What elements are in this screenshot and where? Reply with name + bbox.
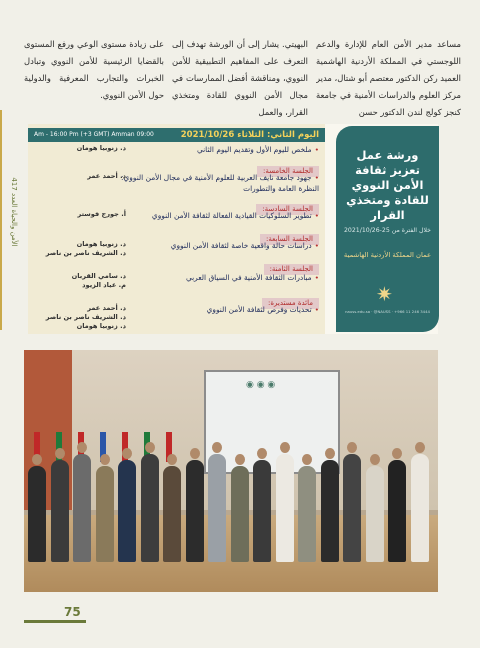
person-head: [212, 442, 222, 453]
session-label: [140, 256, 325, 273]
workshop-place: عمان المملكة الأردنية الهاشمية: [343, 251, 432, 259]
person-figure: [118, 460, 136, 562]
session-label: [140, 226, 325, 243]
group-photo: [24, 350, 438, 592]
person-head: [347, 442, 357, 453]
bullet-icon: •: [314, 211, 319, 220]
side-label: [4, 128, 18, 308]
program-item-speakers: د. زنوبيا هومان: [76, 144, 126, 152]
program-item-title: •دراسات حالة واقعية خاصة لثقافة الأمن النووي: [170, 241, 319, 250]
program-item: [28, 172, 325, 194]
person-figure: [276, 454, 294, 562]
bullet-icon: •: [314, 305, 319, 314]
person-figure: [321, 460, 339, 562]
session-title: الجلسة السابعة:: [260, 234, 319, 245]
workshop-title: ورشة عمل تعزيز ثقافة الأمن النووي للقادة ومتخذي القرار: [346, 148, 429, 222]
session-title: مائدة مستديرة:: [262, 298, 319, 309]
person-figure: [253, 460, 271, 562]
person-figure: [28, 466, 46, 562]
person-figure: [411, 454, 429, 562]
bullet-icon: •: [314, 145, 319, 154]
program-day: اليوم الثاني: الثلاثاء 2021/10/26: [180, 130, 319, 140]
person-figure: [96, 466, 114, 562]
person-figure: [366, 466, 384, 562]
person-head: [392, 448, 402, 459]
program-item-title: •مبادرات الثقافة الأمنية في السياق العربي: [185, 273, 319, 282]
program-time: 09:00 Am - 16:00 Pm (+3 GMT) Amman: [34, 131, 154, 138]
session-label: [140, 290, 325, 307]
person-head: [167, 454, 177, 465]
person-head: [55, 448, 65, 459]
person-figure: [298, 466, 316, 562]
page-footer: [24, 601, 86, 623]
person-figure: [388, 460, 406, 562]
article-column-middle: البهيتي. يشار إلى أن الورشة تهدف إلى التعرف على المفاهيم التطبيقية للأمن النووي، ومناقشة أفضل الممارسات في مجال الأمن النووي للقادة ومتخذي القرار، والعمل: [172, 39, 308, 117]
program-item-title: •تطوير السلوكيات القيادية الفعالة لثقافة الأمن النووي: [151, 211, 319, 220]
person-head: [145, 442, 155, 453]
program-item-speakers: د. أحمد عمر د. الشريف ناصر بن ناصر د. زنوبيا هومان: [45, 304, 126, 330]
program-item-speakers: د. زنوبيا هومان د. الشريف ناصر بن ناصر: [45, 240, 126, 257]
session-label: [140, 158, 325, 175]
program-item: [28, 304, 325, 330]
program-item-title: •تحديات وفرص لثقافة الأمن النووي: [206, 305, 319, 314]
program-day-header: [28, 128, 325, 142]
session-title: الجلسة السادسة:: [256, 204, 319, 215]
footer-bar: [24, 620, 86, 623]
side-accent-bar: [0, 110, 2, 330]
session-label: [140, 196, 325, 213]
emblem-icon: ✷: [376, 282, 393, 306]
person-head: [100, 454, 110, 465]
magazine-label: الأمن والحياة العدد 417: [10, 177, 18, 247]
screen-logos: ◉ ◉ ◉: [246, 380, 276, 390]
workshop-card: [336, 126, 439, 332]
person-head: [280, 442, 290, 453]
person-head: [302, 454, 312, 465]
person-head: [32, 454, 42, 465]
page-number: 75: [64, 605, 81, 619]
program-item-title: •ملخص لليوم الأول وتقديم اليوم الثاني: [196, 145, 319, 154]
bullet-icon: •: [314, 241, 319, 250]
person-figure: [343, 454, 361, 562]
person-head: [122, 448, 132, 459]
person-head: [325, 448, 335, 459]
person-head: [235, 454, 245, 465]
workshop-contact: nauss.edu.sa · @NAUSS · +966 11 246 3444: [345, 309, 430, 314]
person-head: [257, 448, 267, 459]
bullet-icon: •: [314, 173, 319, 182]
person-figure: [141, 454, 159, 562]
person-figure: [51, 460, 69, 562]
program-item-title: •جهود جامعة نايف العربية للعلوم الأمنية في مجال الأمن النووي: النظرة العامة والتطورات: [121, 173, 319, 193]
person-figure: [163, 466, 181, 562]
photo-people: [24, 350, 438, 592]
person-figure: [73, 454, 91, 562]
person-head: [415, 442, 425, 453]
session-title: الجلسة الثامنة:: [264, 264, 319, 275]
article-column-left: على زيادة مستوى الوعي ورفع المستوى بالقضايا الرئيسية للأمن النووي وتبادل الخبرات والتجارب المعرفية والدولية حول الأمن النووي.: [24, 39, 164, 100]
person-figure: [186, 460, 204, 562]
program-item-speakers: د. أحمد عمر: [87, 172, 126, 180]
bullet-icon: •: [314, 273, 319, 282]
person-figure: [208, 454, 226, 562]
program-item-speakers: أ. جورج فوستر: [77, 210, 126, 218]
workshop-period: خلال الفترة من 25-2021/10/26: [344, 227, 431, 234]
program-item-speakers: د. سامي القربان م. عياد الزيود: [71, 272, 126, 289]
person-head: [370, 454, 380, 465]
session-title: الجلسة الخامسة:: [257, 166, 319, 177]
article-column-right: مساعد مدير الأمن العام للإدارة والدعم اللوجستي في المملكة الأردنية الهاشمية العميد ركن الدكتور معتصم أبو شتال، مدير مركز العلوم والدراسات الأمنية في جامعة كنجز كولج لندن الدكتور حسن: [316, 39, 461, 117]
person-figure: [231, 466, 249, 562]
person-head: [77, 442, 87, 453]
person-head: [190, 448, 200, 459]
